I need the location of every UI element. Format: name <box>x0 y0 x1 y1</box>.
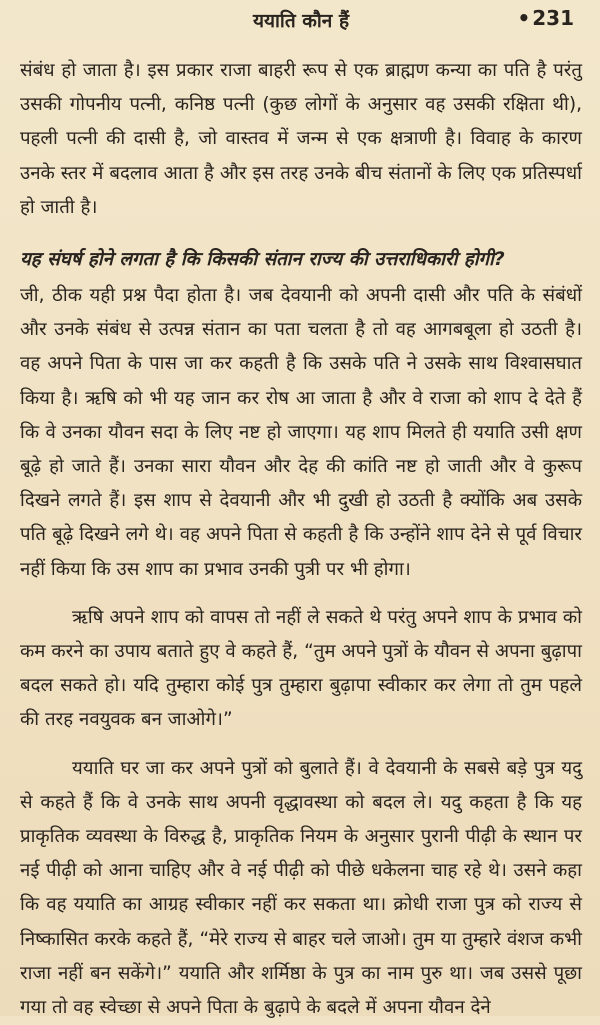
paragraph-4: ययाति घर जा कर अपने पुत्रों को बुलाते हैं। वे देवयानी के सबसे बड़े पुत्र यदु से कहते हैं कि वे उनके साथ अपनी वृद्धावस्था को बदल ले। यदु कहता है कि यह प्राकृतिक व्यवस्था के विरुद्ध है, प्राकृतिक नियम के अनुसार पुरानी पीढ़ी के स्थान पर नई पीढ़ी को आना चाहिए और वे नई पीढ़ी को पीछे धकेलना चाह रहे थे। उसने कहा कि वह ययाति का आग्रह स्वीकार नहीं कर सकता था। क्रोधी राजा पुत्र को राज्य से निष्कासित करके कहते हैं, “मेरे राज्य से बाहर चले जाओ। तुम या तुम्हारे वंशज कभी राजा नहीं बन सकेंगे।” ययाति और शर्मिष्ठा के पुत्र का नाम पुरु था। जब उससे पूछा गया तो वह स्वेच्छा से अपने पिता के बुढ़ापे के बदले में अपना यौवन देने <box>20 757 582 1019</box>
page-header <box>20 0 582 40</box>
running-title: ययाति कौन हैं <box>252 10 350 32</box>
question-heading: यह संघर्ष होने लगता है कि किसकी संतान राज्य की उत्तराधिकारी होगी? <box>20 249 505 271</box>
paragraph-1: संबंध हो जाता है। इस प्रकार राजा बाहरी रूप से एक ब्राह्मण कन्या का पति है परंतु उसकी गोपनीय पत्नी, कनिष्ठ पत्नी (कुछ लोगों के अनुसार वह उसकी रक्षिता थी), पहली पत्नी की दासी है, जो वास्तव में जन्म से एक क्षत्राणी है। विवाह के कारण उनके स्तर में बदलाव आता है और इस तरह उनके बीच संतानों के लिए एक प्रतिस्पर्धा हो जाती है। <box>20 60 582 218</box>
paragraph-3: ऋषि अपने शाप को वापस तो नहीं ले सकते थे परंतु अपने शाप के प्रभाव को कम करने का उपाय बताते हुए वे कहते हैं, “तुम अपने पुत्रों के यौवन से अपना बुढ़ापा बदल सकते हो। यदि तुम्हारा कोई पुत्र तुम्हारा बुढ़ापा स्वीकार कर लेगा तो तुम पहले की तरह नवयुवक बन जाओगे।” <box>20 606 582 731</box>
bullet-icon: • <box>517 6 531 30</box>
page-number <box>517 6 574 30</box>
body-text <box>20 54 582 1025</box>
page-number-value: 231 <box>532 6 574 30</box>
paragraph-2: जी, ठीक यही प्रश्न पैदा होता है। जब देवयानी को अपनी दासी और पति के संबंधों और उनके संबंध से उत्पन्न संतान का पता चलता है तो वह आगबबूला हो उठती है। वह अपने पिता के पास जा कर कहती है कि उसके पति ने उसके साथ विश्वासघात किया है। ऋषि को भी यह जान कर रोष आ जाता है और वे राजा को शाप दे देते हैं कि वे उनका यौवन सदा के लिए नष्ट हो जाएगा। यह शाप मिलते ही ययाति उसी क्षण बूढ़े हो जाते हैं। उनका सारा यौवन और देह की कांति नष्ट हो जाती और वे कुरूप दिखने लगते हैं। इस शाप से देवयानी और भी दुखी हो उठती है क्योंकि अब उसके पति बूढ़े दिखने लगे थे। वह अपने पिता से कहती है कि उन्होंने शाप देने से पूर्व विचार नहीं किया कि उस शाप का प्रभाव उनकी पुत्री पर भी होगा। <box>20 285 583 580</box>
